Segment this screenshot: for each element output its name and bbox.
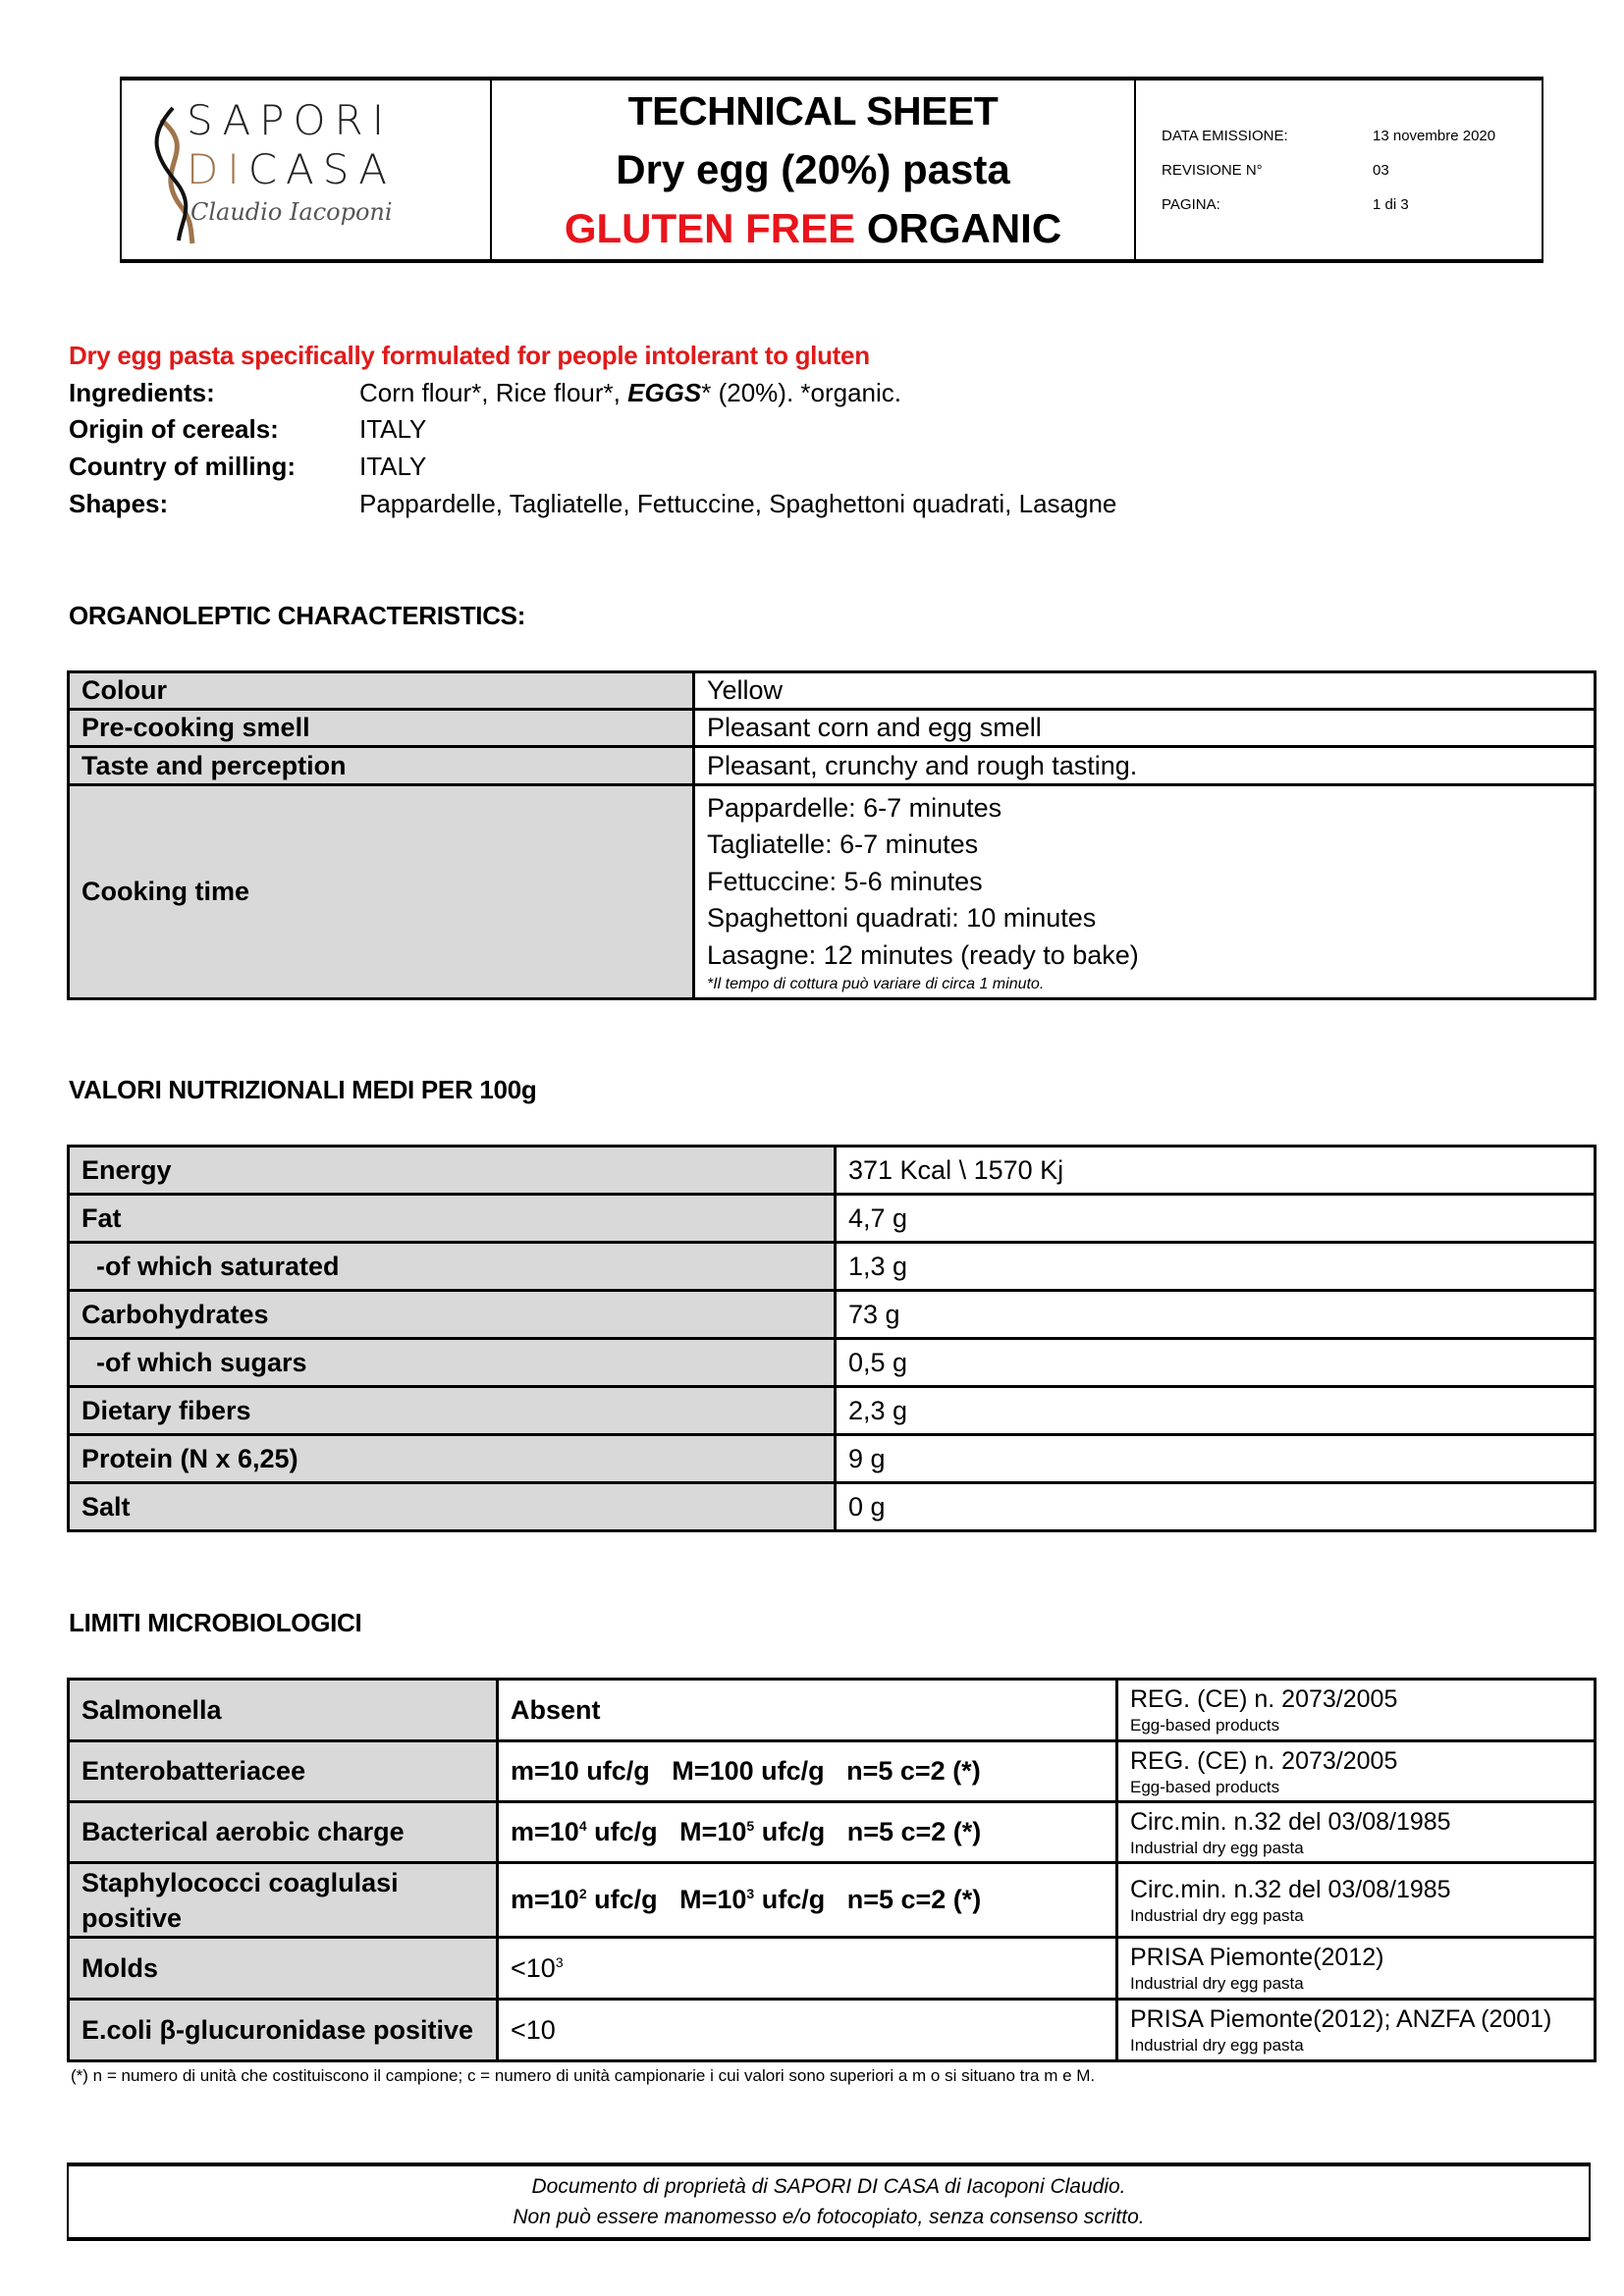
product-name: Dry egg (20%) pasta	[616, 146, 1010, 192]
table-row: Salt 0 g	[69, 1483, 1596, 1531]
table-row: Salmonella Absent REG. (CE) n. 2073/2005 Egg-based products	[69, 1680, 1596, 1741]
table-row: Dietary fibers 2,3 g	[69, 1387, 1596, 1435]
title-block	[492, 80, 1136, 259]
logo-sapori: SAPORI	[187, 96, 394, 144]
product-claims: GLUTEN FREE ORGANIC	[564, 205, 1062, 251]
table-row: Energy 371 Kcal \ 1570 Kj	[69, 1147, 1596, 1195]
doc-title: TECHNICAL SHEET	[627, 88, 999, 133]
table-row: E.coli β-glucuronidase positive <10 PRISA Piemonte(2012); ANZFA (2001) Industrial dry egg pasta	[69, 2000, 1596, 2061]
footer-line-2: Non può essere manomesso e/o fotocopiato, senza consenso scritto.	[513, 2206, 1145, 2228]
table-row: Cooking time Pappardelle: 6-7 minutes Tagliatelle: 6-7 minutes Fettuccine: 5-6 minutes Spaghettoni quadrati: 10 minutes Lasagne: 12 minutes (ready to bake) *Il tempo di cottura può variare di circa 1 minuto.	[69, 785, 1596, 999]
meta-page: PAGINA: 1 di 3	[1162, 195, 1409, 213]
table-row: Pre-cooking smell Pleasant corn and egg smell	[69, 710, 1596, 747]
table-row: -of which sugars 0,5 g	[69, 1339, 1596, 1387]
micro-table	[67, 1678, 1597, 2062]
document-header	[120, 77, 1543, 263]
meta-block	[1136, 80, 1542, 259]
micro-heading: LIMITI MICROBIOLOGICI	[69, 1608, 362, 1637]
table-row: Carbohydrates 73 g	[69, 1291, 1596, 1339]
table-row: Enterobatteriacee m=10 ufc/g M=100 ufc/g n=5 c=2 (*) REG. (CE) n. 2073/2005 Egg-based products	[69, 1741, 1596, 1802]
meta-issue-date: DATA EMISSIONE: 13 novembre 2020	[1162, 127, 1496, 144]
footer-line-1: Documento di proprietà di SAPORI DI CASA di Iacoponi Claudio.	[531, 2175, 1126, 2198]
table-row: Fat 4,7 g	[69, 1195, 1596, 1243]
table-row: Protein (N x 6,25) 9 g	[69, 1435, 1596, 1483]
table-row: Molds $<10^3$ PRISA Piemonte(2012) Industrial dry egg pasta	[69, 1938, 1596, 2000]
logo-block	[122, 80, 492, 259]
organoleptic-table	[67, 670, 1597, 1000]
table-row: Bacterical aerobic charge $m=10^4$ ufc/g $M=10^5$ ufc/g n=5 c=2 (*) Circ.min. n.32 del 03/08/1985 Industrial dry egg pasta	[69, 1802, 1596, 1863]
ingredients-row: Ingredients: Corn flour*, Rice flour*, EGGS* (20%). *organic.	[69, 378, 902, 407]
table-row: Staphylococci coaglulasi positive $m=10^2$ ufc/g $M=10^3$ ufc/g n=5 c=2 (*) Circ.min. n.32 del 03/08/1985 Industrial dry egg pasta	[69, 1863, 1596, 1938]
milling-row: Country of milling: ITALY	[69, 452, 427, 481]
organoleptic-heading: ORGANOLEPTIC CHARACTERISTICS:	[69, 601, 526, 630]
table-row: Colour Yellow	[69, 672, 1596, 710]
table-row: -of which saturated 1,3 g	[69, 1243, 1596, 1291]
origin-row: Origin of cereals: ITALY	[69, 414, 427, 444]
ownership-footer	[67, 2163, 1591, 2241]
micro-footnote: (*) n = numero di unità che costituiscono il campione; c = numero di unità campionarie i cui valori sono superiori a m o si situano tra m e M.	[71, 2066, 1096, 2085]
nutrition-heading: VALORI NUTRIZIONALI MEDI PER 100g	[69, 1075, 537, 1104]
logo-dicasa: DICASA	[187, 145, 396, 193]
logo-signature: Claudio Iacoponi	[190, 198, 393, 226]
meta-revision: REVISIONE N° 03	[1162, 161, 1389, 179]
table-row: Taste and perception Pleasant, crunchy and rough tasting.	[69, 747, 1596, 785]
nutrition-table	[67, 1145, 1597, 1532]
shapes-row: Shapes: Pappardelle, Tagliatelle, Fettuccine, Spaghettoni quadrati, Lasagne	[69, 489, 1117, 518]
product-subtitle: Dry egg pasta specifically formulated for people intolerant to gluten	[69, 341, 870, 370]
